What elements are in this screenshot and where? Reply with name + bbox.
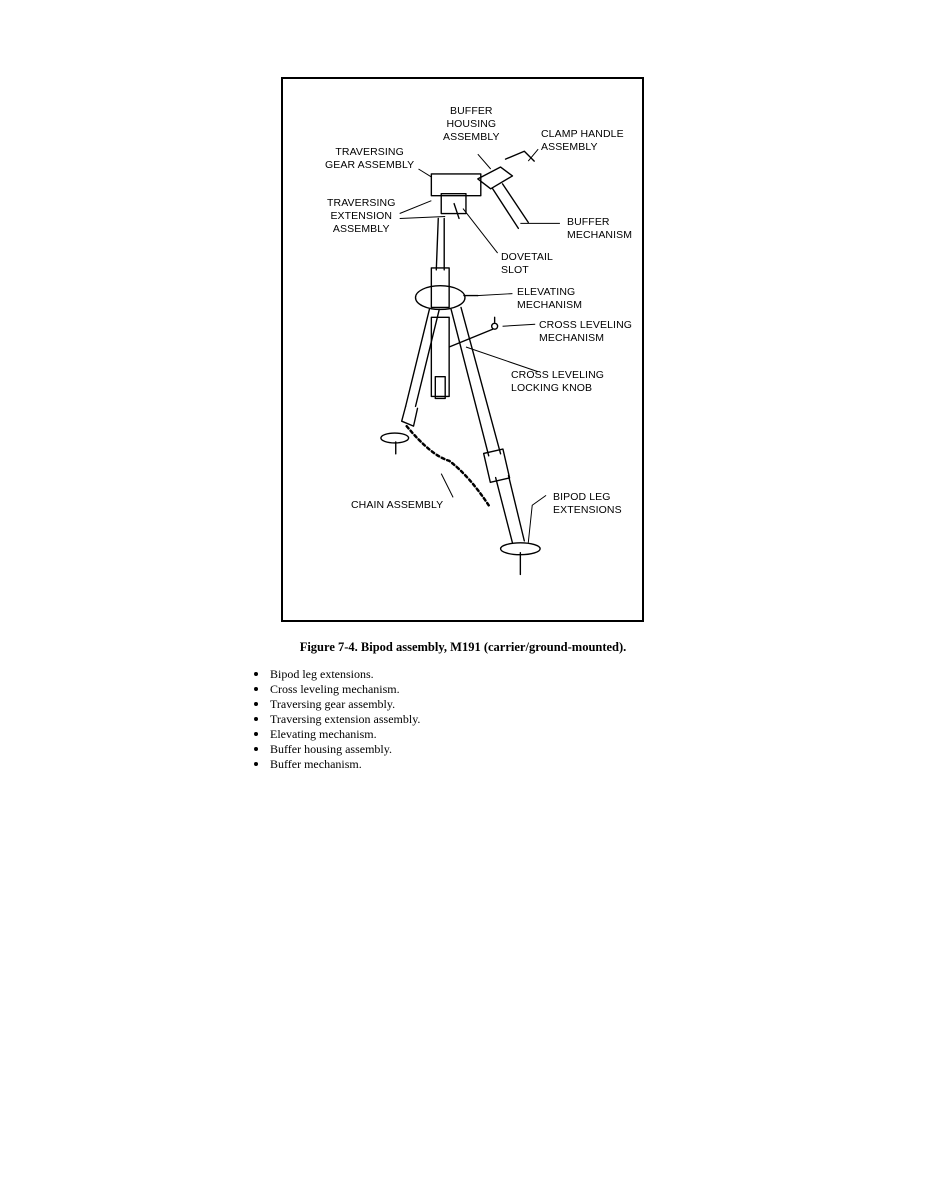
figure-caption: Figure 7-4. Bipod assembly, M191 (carrier/ground-mounted). xyxy=(299,640,627,654)
figure-frame xyxy=(281,77,644,622)
list-item: Elevating mechanism. xyxy=(252,727,420,742)
traversing-gear-block xyxy=(431,174,480,196)
label-bipod-leg-extensions: BIPOD LEG EXTENSIONS xyxy=(553,491,622,516)
label-elevating-mechanism: ELEVATING MECHANISM xyxy=(517,286,583,311)
label-traversing-gear: TRAVERSING GEAR ASSEMBLY xyxy=(325,146,415,171)
bullet-list xyxy=(252,667,420,772)
label-buffer-mechanism: BUFFER MECHANISM xyxy=(567,216,633,241)
left-leg xyxy=(406,309,440,406)
list-item: Traversing gear assembly. xyxy=(252,697,420,712)
list-item: Buffer housing assembly. xyxy=(252,742,420,757)
bullet-icon xyxy=(254,672,258,676)
right-leg xyxy=(451,307,500,455)
label-chain-assembly: CHAIN ASSEMBLY xyxy=(351,499,444,511)
bullet-icon xyxy=(254,762,258,766)
chain xyxy=(407,426,489,505)
bullet-icon xyxy=(254,687,258,691)
list-item: Buffer mechanism. xyxy=(252,757,420,772)
list-item: Bipod leg extensions. xyxy=(252,667,420,682)
label-dovetail-slot: DOVETAIL SLOT xyxy=(501,251,553,276)
label-buffer-housing: BUFFER HOUSING ASSEMBLY xyxy=(443,105,500,143)
list-item: Cross leveling mechanism. xyxy=(252,682,420,697)
bullet-icon xyxy=(254,747,258,751)
list-item: Traversing extension assembly. xyxy=(252,712,420,727)
label-traversing-extension: TRAVERSING EXTENSION ASSEMBLY xyxy=(327,197,396,235)
bullet-icon xyxy=(254,732,258,736)
elevating-column xyxy=(431,268,449,308)
label-clamp-handle: CLAMP HANDLE ASSEMBLY xyxy=(541,128,624,153)
bullet-icon xyxy=(254,702,258,706)
label-cross-leveling-mechanism: CROSS LEVELING MECHANISM xyxy=(539,319,633,344)
bullet-icon xyxy=(254,717,258,721)
label-cross-leveling-knob: CROSS LEVELING LOCKING KNOB xyxy=(511,369,605,394)
